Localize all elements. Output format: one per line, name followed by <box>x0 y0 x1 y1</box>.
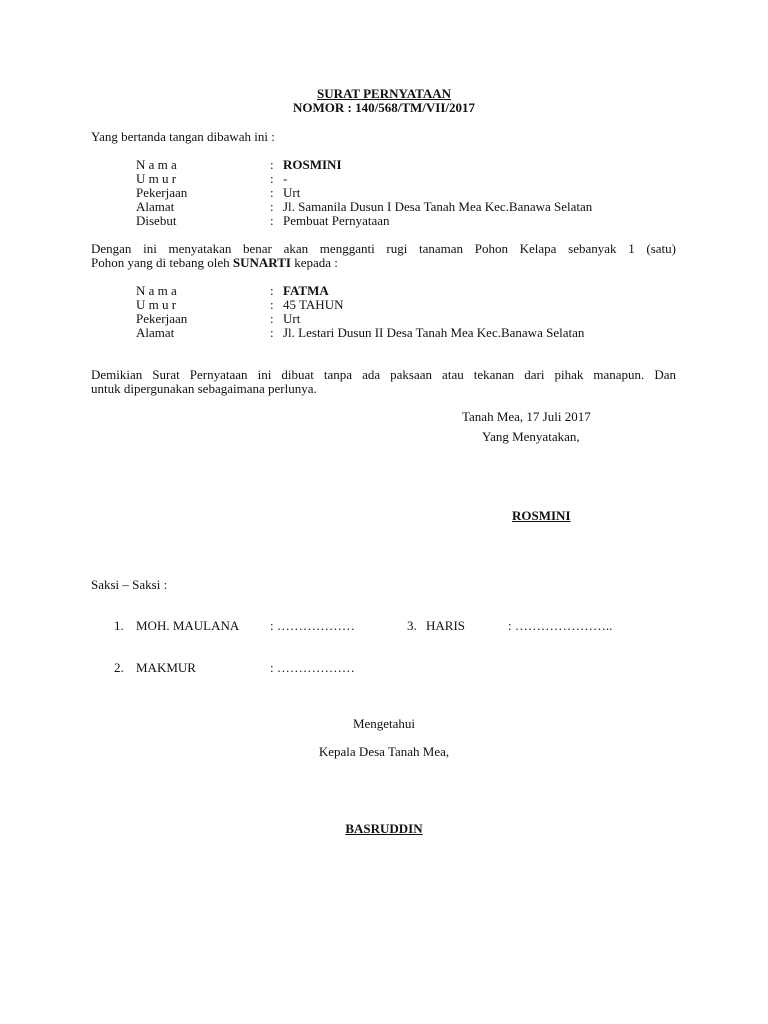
witness1-name: MOH. MAULANA <box>136 618 240 633</box>
intro-text: Yang bertanda tangan dibawah ini : <box>91 129 275 144</box>
person1-alamat-label: Alamat <box>136 199 175 214</box>
witnesses-heading: Saksi – Saksi : <box>91 577 168 592</box>
person1-disebut-value: Pembuat Pernyataan <box>283 213 390 228</box>
witness1-signature-dots: : ……………… <box>270 618 355 633</box>
colon: : <box>270 311 274 326</box>
person1-nama-value: ROSMINI <box>283 157 342 172</box>
witness2-number: 2. <box>114 660 124 675</box>
person2-alamat-label: Alamat <box>136 325 175 340</box>
closing-line2: untuk dipergunakan sebagaimana perlunya. <box>91 381 317 396</box>
witness2-name: MAKMUR <box>136 660 196 675</box>
witness3-number: 3. <box>407 618 417 633</box>
place-date: Tanah Mea, 17 Juli 2017 <box>462 409 591 424</box>
colon: : <box>270 185 274 200</box>
approval-name: BASRUDDIN <box>345 821 423 836</box>
statement-pre: Pohon yang di tebang oleh <box>91 255 233 270</box>
signer-name: ROSMINI <box>512 508 571 523</box>
person1-nama-label: N a m a <box>136 157 177 172</box>
person1-pekerjaan-label: Pekerjaan <box>136 185 188 200</box>
person2-nama-value: FATMA <box>283 283 329 298</box>
person1-pekerjaan-value: Urt <box>283 185 301 200</box>
colon: : <box>270 325 274 340</box>
colon: : <box>270 157 274 172</box>
colon: : <box>270 171 274 186</box>
person2-nama-label: N a m a <box>136 283 177 298</box>
person2-pekerjaan-label: Pekerjaan <box>136 311 188 326</box>
person1-alamat-value: Jl. Samanila Dusun I Desa Tanah Mea Kec.Banawa Selatan <box>283 199 593 214</box>
colon: : <box>270 199 274 214</box>
person2-umur-value: 45 TAHUN <box>283 297 344 312</box>
person1-umur-value: - <box>283 171 288 186</box>
approval-role: Kepala Desa Tanah Mea, <box>318 744 450 759</box>
witness3-name: HARIS <box>426 618 466 633</box>
person2-alamat-value: Jl. Lestari Dusun II Desa Tanah Mea Kec.Banawa Selatan <box>283 325 585 340</box>
statement-name: SUNARTI <box>232 255 291 270</box>
signer-role: Yang Menyatakan, <box>482 429 580 444</box>
witness2-signature-dots: : ……………… <box>270 660 355 675</box>
person1-umur-label: U m u r <box>136 171 177 186</box>
witness3-signature-dots: : ………………….. <box>508 618 613 633</box>
document-title: SURAT PERNYATAAN <box>317 86 451 101</box>
person2-umur-label: U m u r <box>136 297 177 312</box>
approval-label: Mengetahui <box>352 716 416 731</box>
closing-line1: Demikian Surat Pernyataan ini dibuat tanpa ada paksaan atau tekanan dari pihak manapun. Dan <box>91 367 676 382</box>
colon: : <box>270 297 274 312</box>
statement-line2 <box>91 256 338 270</box>
person1-disebut-label: Disebut <box>136 213 177 228</box>
document-number: NOMOR : 140/568/TM/VII/2017 <box>293 100 475 115</box>
colon: : <box>270 283 274 298</box>
statement-post: kepada : <box>290 255 338 270</box>
statement-line1: Dengan ini menyatakan benar akan mengganti rugi tanaman Pohon Kelapa sebanyak 1 (satu) <box>91 241 676 256</box>
witness1-number: 1. <box>114 618 124 633</box>
person2-pekerjaan-value: Urt <box>283 311 301 326</box>
colon: : <box>270 213 274 228</box>
